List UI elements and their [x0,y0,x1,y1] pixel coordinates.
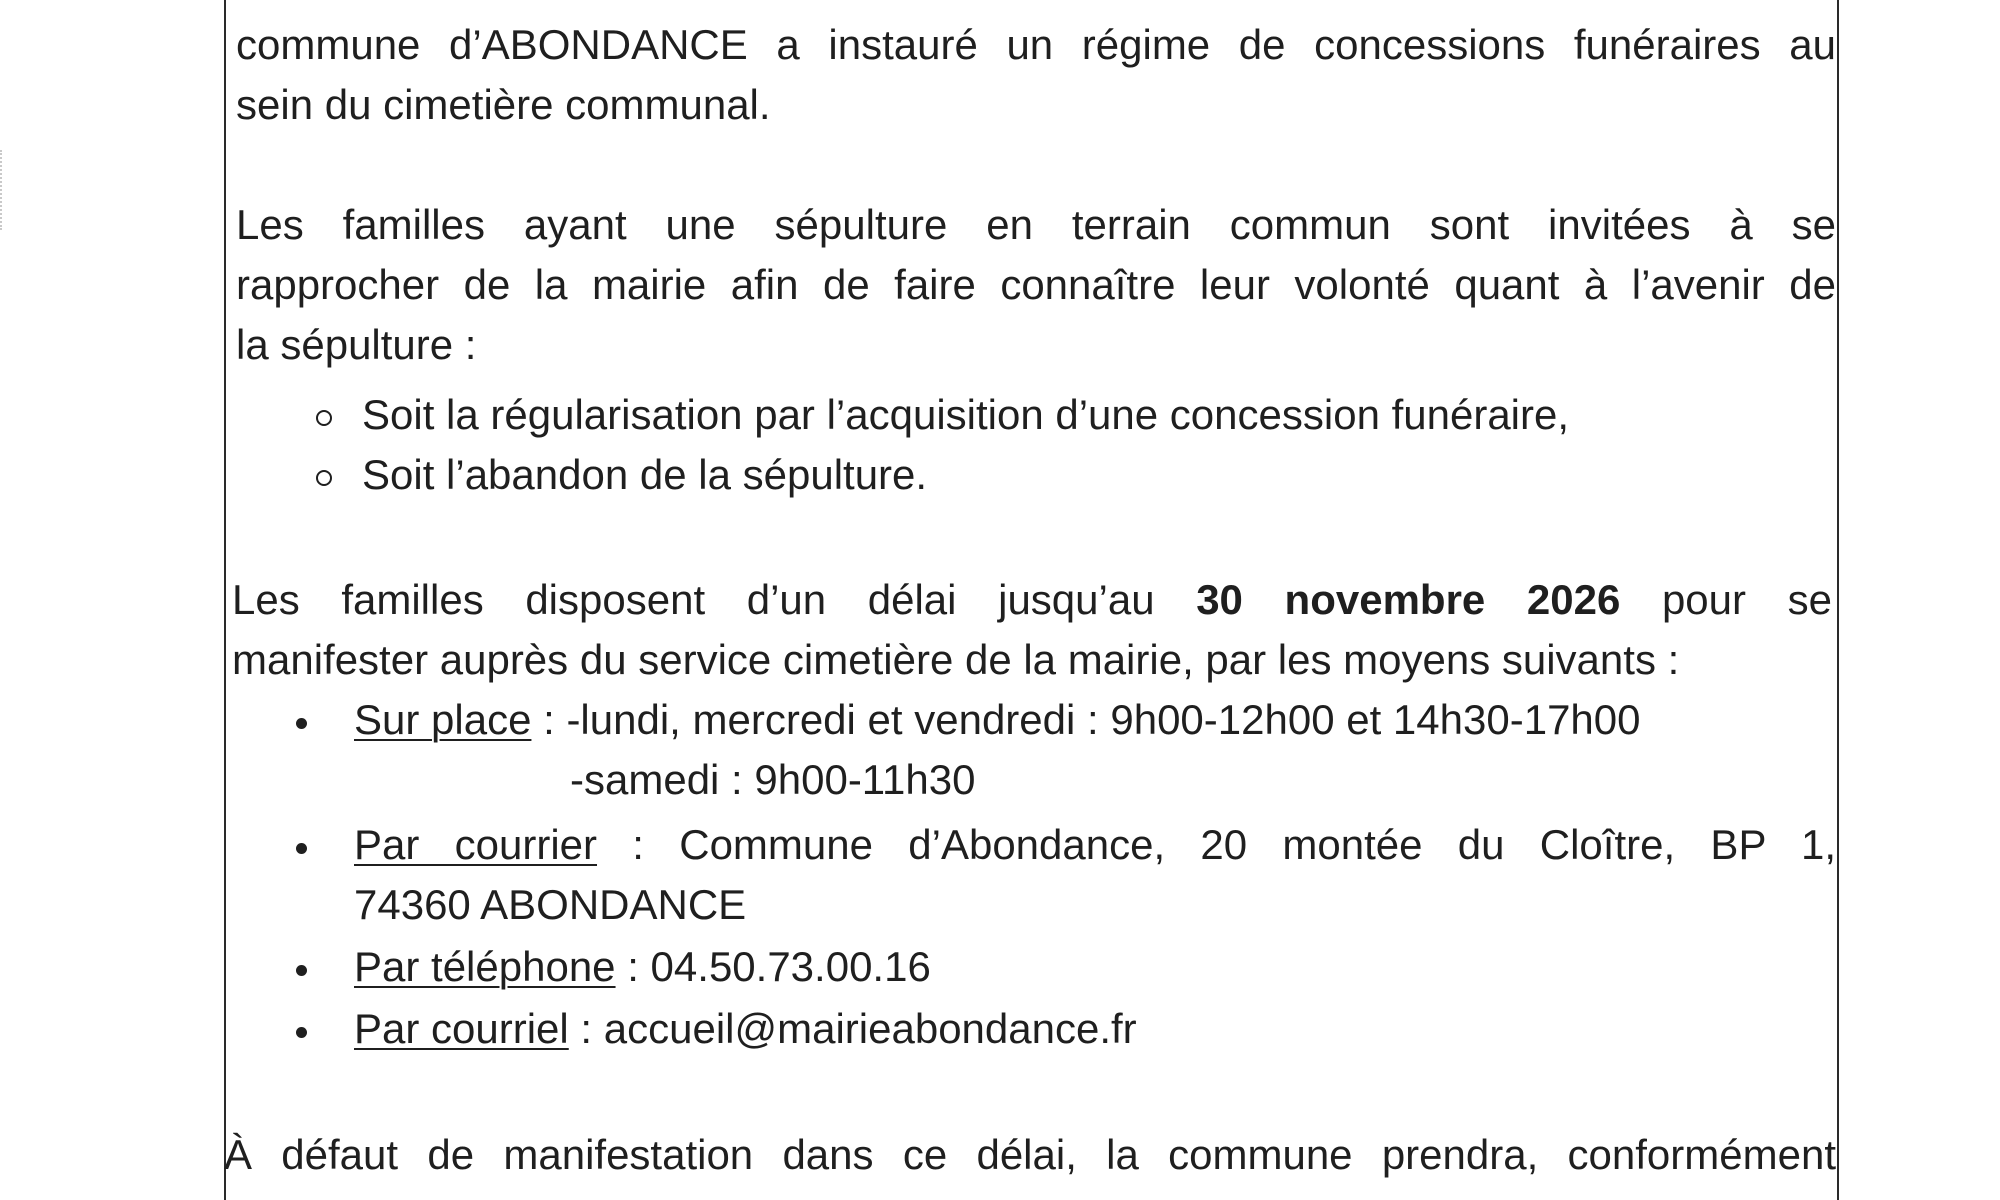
paragraph-deadline-line-1 [232,570,1832,630]
scan-edge-mark [0,150,8,230]
paragraph-regime [236,15,1836,135]
contact-email-address: : accueil@mairieabondance.fr [568,1005,1137,1052]
dot-bullet-icon [296,965,307,976]
contact-email-label: Par courriel [354,1005,569,1052]
contact-on-site-saturday [570,750,975,810]
circle-bullet-icon [316,470,332,486]
paragraph-deadline-line-2: manifester auprès du service cimetière de la mairie, par les moyens suivants : [232,636,1680,683]
paragraph-families-line-3: la sépulture : [236,321,477,368]
contact-phone-number: : 04.50.73.00.16 [615,943,931,990]
deadline-intro: Les familles disposent d’un délai jusqu’au [232,576,1155,623]
paragraph-regime-line-1: commune d’ABONDANCE a instauré un régime de concessions funéraires au [236,21,1836,68]
option-abandon-text: Soit l’abandon de la sépulture. [362,451,928,498]
contact-email [354,999,1137,1059]
deadline-date: 30 novembre 2026 [1196,576,1621,623]
contact-on-site-label: Sur place [354,696,532,743]
paragraph-families [236,195,1836,375]
option-regularisation [316,385,1569,445]
contact-mail-address-line-2: 74360 ABONDANCE [354,881,747,928]
paragraph-regime-line-2: sein du cimetière communal. [236,81,771,128]
option-abandon [316,445,927,505]
paragraph-deadline [232,570,1832,690]
paragraph-default-line-1: À défaut de manifestation dans ce délai, la commune prendra, conformément [224,1131,1836,1178]
contact-phone-label: Par téléphone [354,943,616,990]
circle-bullet-icon [316,410,332,426]
dot-bullet-icon [296,718,307,729]
dot-bullet-icon [296,843,307,854]
paragraph-default [224,1125,1836,1185]
contact-phone [354,937,931,997]
option-regularisation-text: Soit la régularisation par l’acquisition d’une concession funéraire, [362,391,1570,438]
contact-on-site [354,690,1641,750]
dot-bullet-icon [296,1027,307,1038]
contact-mail-label: Par courrier [354,821,598,868]
contact-mail-address-line-1: : Commune d’Abondance, 20 montée du Cloître, BP 1, [597,821,1836,868]
paragraph-families-line-2: rapprocher de la mairie afin de faire connaître leur volonté quant à l’avenir de [236,261,1836,308]
contact-mail [354,815,1836,875]
contact-on-site-hours-saturday: -samedi : 9h00-11h30 [570,756,976,803]
paragraph-families-line-1: Les familles ayant une sépulture en terrain commun sont invitées à se [236,201,1836,248]
contact-on-site-hours-weekdays: : -lundi, mercredi et vendredi : 9h00-12h00 et 14h30-17h00 [531,696,1641,743]
contact-mail-line-2 [354,875,746,935]
deadline-suffix: pour se [1661,576,1832,623]
